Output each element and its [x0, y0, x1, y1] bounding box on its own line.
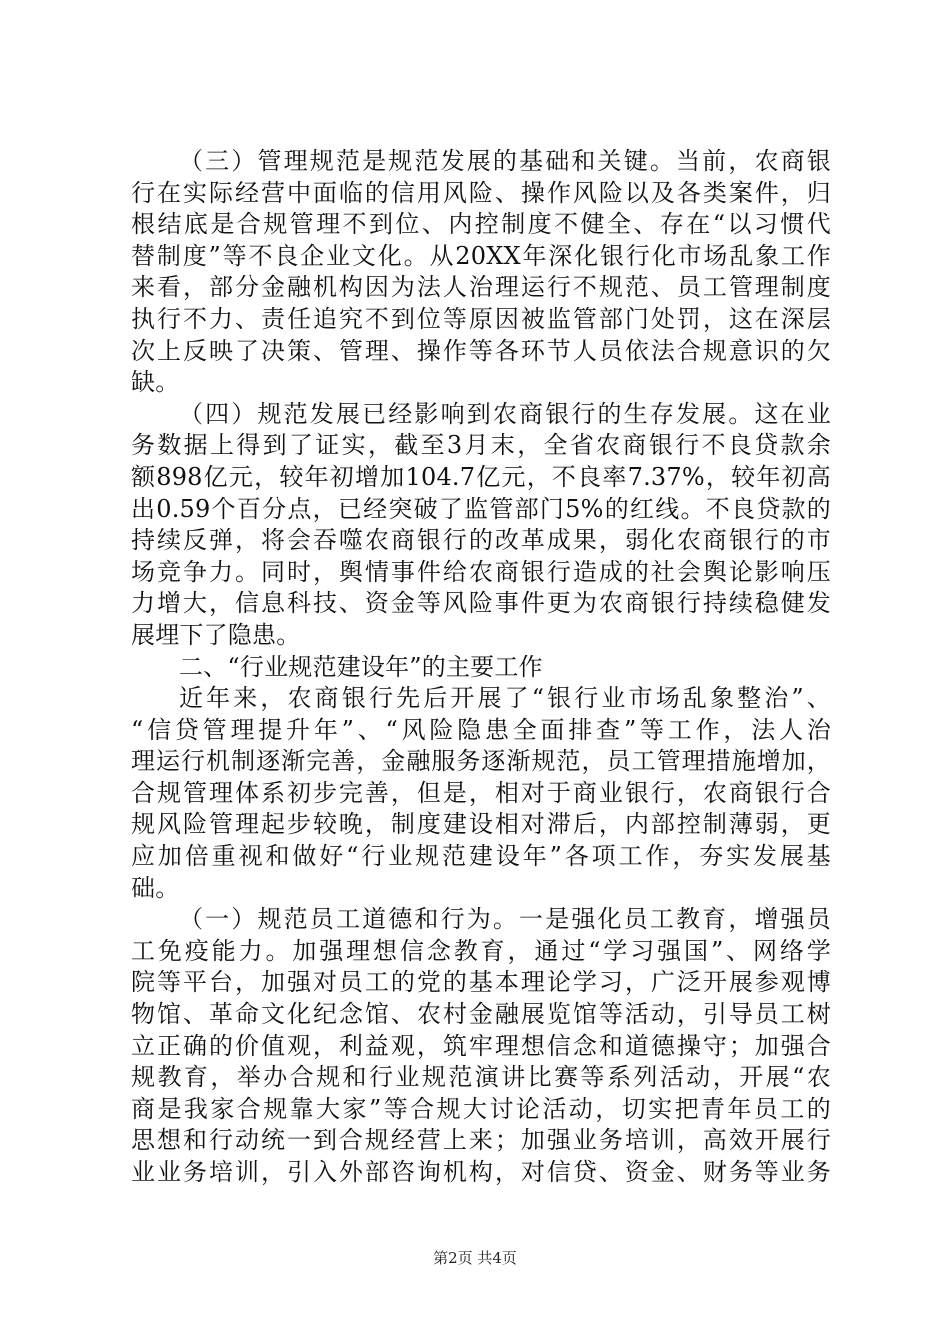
paragraph-line: 合规管理体系初步完善，但是，相对于商业银行，农商银行合: [131, 778, 831, 807]
paragraph-line: 务数据上得到了证实，截至3月末，全省农商银行不良贷款余: [131, 431, 831, 460]
page-number-footer: 第2页 共4页: [433, 1249, 517, 1267]
paragraph-line: 持续反弹，将会吞噬农商银行的改革成果，弱化农商银行的市: [131, 526, 831, 555]
paragraph-line: 理运行机制逐渐完善，金融服务逐渐规范，员工管理措施增加，: [131, 747, 831, 776]
paragraph-line: 根结底是合规管理不到位、内控制度不健全、存在“以习惯代: [131, 210, 831, 239]
document-body: [131, 146, 831, 1189]
section-heading: 二、“行业规范建设年”的主要工作: [179, 652, 543, 681]
paragraph-line: 替制度”等不良企业文化。从20XX年深化银行化市场乱象工作: [131, 241, 831, 270]
paragraph-line: 础。: [131, 873, 180, 902]
paragraph-line: （一）规范员工道德和行为。一是强化员工教育，增强员: [179, 905, 831, 934]
paragraph-line: 思想和行动统一到合规经营上来；加强业务培训，高效开展行: [131, 1126, 831, 1155]
paragraph-line: 力增大，信息科技、资金等风险事件更为农商银行持续稳健发: [131, 589, 831, 618]
paragraph-line: 应加倍重视和做好“行业规范建设年”各项工作，夯实发展基: [131, 842, 831, 871]
paragraph-line: 院等平台，加强对员工的党的基本理论学习，广泛开展参观博: [131, 968, 831, 997]
paragraph-line: 额898亿元，较年初增加104.7亿元，不良率7.37%，较年初高: [131, 462, 831, 491]
paragraph-line: 来看，部分金融机构因为法人治理运行不规范、员工管理制度: [131, 273, 831, 302]
paragraph-line: 物馆、革命文化纪念馆、农村金融展览馆等活动，引导员工树: [131, 1000, 831, 1029]
paragraph-line: 规风险管理起步较晚，制度建设相对滞后，内部控制薄弱，更: [131, 810, 831, 839]
paragraph-line: 场竞争力。同时，舆情事件给农商银行造成的社会舆论影响压: [131, 557, 831, 586]
paragraph-line: 出0.59个百分点，已经突破了监管部门5%的红线。不良贷款的: [131, 494, 831, 523]
paragraph-line: 商是我家合规靠大家”等合规大讨论活动，切实把青年员工的: [131, 1094, 831, 1123]
paragraph-line: 展埋下了隐患。: [131, 620, 301, 649]
paragraph-line: 立正确的价值观，利益观，筑牢理想信念和道德操守；加强合: [131, 1031, 831, 1060]
paragraph-line: 次上反映了决策、管理、操作等各环节人员依法合规意识的欠: [131, 336, 831, 365]
paragraph-line: 业业务培训，引入外部咨询机构，对信贷、资金、财务等业务: [131, 1158, 831, 1186]
paragraph-line: 工免疫能力。加强理想信念教育，通过“学习强国”、网络学: [131, 936, 831, 965]
paragraph-line: （三）管理规范是规范发展的基础和关键。当前，农商银: [179, 147, 831, 175]
paragraph-line: “信贷管理提升年”、“风险隐患全面排查”等工作，法人治: [131, 715, 831, 744]
paragraph-line: 近年来，农商银行先后开展了“银行业市场乱象整治”、: [179, 684, 831, 713]
paragraph-line: 行在实际经营中面临的信用风险、操作风险以及各类案件，归: [131, 178, 831, 207]
paragraph-line: 执行不力、责任追究不到位等原因被监管部门处罚，这在深层: [131, 304, 831, 333]
paragraph-line: 规教育，举办合规和行业规范演讲比赛等系列活动，开展“农: [131, 1063, 831, 1092]
paragraph-line: 缺。: [131, 368, 180, 397]
paragraph-line: （四）规范发展已经影响到农商银行的生存发展。这在业: [179, 399, 831, 428]
